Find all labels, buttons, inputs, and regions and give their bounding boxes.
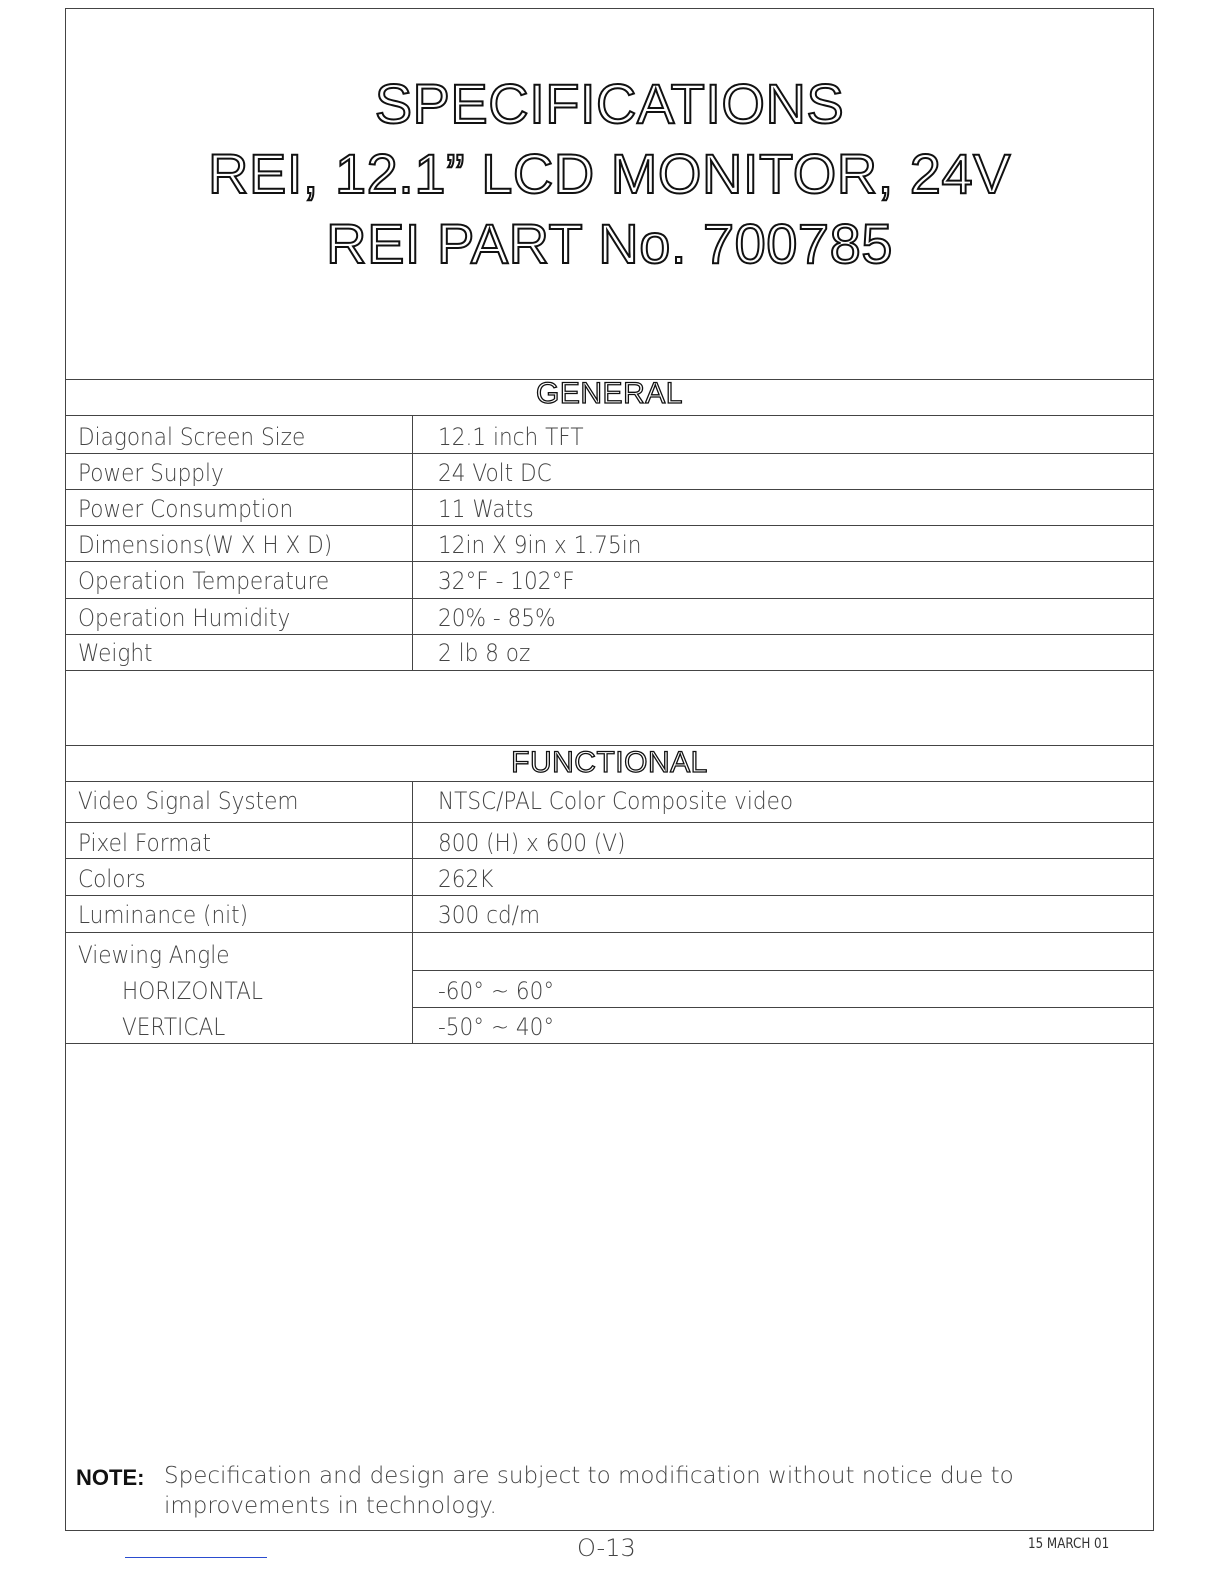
revision-date: 15 MARCH 01 (1028, 1536, 1110, 1552)
functional-row-label: Video Signal System (78, 787, 299, 815)
general-row-label: Power Supply (78, 459, 224, 487)
row-divider (66, 670, 1153, 671)
general-row-label: Operation Humidity (78, 604, 291, 632)
row-divider (66, 822, 1153, 823)
row-divider (66, 598, 1153, 599)
section-heading-functional: FUNCTIONAL (511, 746, 708, 779)
horizontal-angle-value: -60° ~ 60° (438, 977, 555, 1005)
spec-sheet-frame (65, 8, 1154, 1531)
title-specifications: SPECIFICATIONS (374, 72, 845, 135)
title-product: REI, 12.1” LCD MONITOR, 24V (208, 142, 1011, 205)
general-row-label: Power Consumption (78, 495, 294, 523)
row-divider (66, 453, 1153, 454)
general-row-value: 12in X 9in x 1.75in (438, 531, 642, 559)
row-divider (66, 525, 1153, 526)
viewing-angle-label: Viewing Angle (78, 941, 230, 969)
general-row-value: 11 Watts (438, 495, 534, 523)
row-divider (66, 895, 1153, 896)
general-row-label: Dimensions(W X H X D) (78, 531, 333, 559)
divider (66, 781, 1153, 782)
general-row-value: 24 Volt DC (438, 459, 552, 487)
general-row-value: 20% - 85% (438, 604, 556, 632)
functional-row-label: Luminance (nit) (78, 901, 249, 929)
column-divider (412, 781, 413, 1043)
general-row-label: Operation Temperature (78, 567, 330, 595)
title-block (66, 69, 1153, 279)
row-divider (66, 1043, 1153, 1044)
row-divider (66, 489, 1153, 490)
page-number: O-13 (577, 1534, 636, 1562)
note-tag: NOTE: (76, 1465, 145, 1490)
horizontal-angle-label: HORIZONTAL (122, 977, 263, 1005)
general-row-value: 12.1 inch TFT (438, 423, 584, 451)
row-divider (66, 858, 1153, 859)
title-part-number: REI PART No. 700785 (326, 212, 893, 275)
divider (66, 415, 1153, 416)
vertical-angle-value: -50° ~ 40° (438, 1013, 555, 1041)
general-row-label: Weight (78, 639, 153, 667)
general-row-value: 2 lb 8 oz (438, 639, 531, 667)
functional-row-value: 300 cd/m (438, 901, 541, 929)
section-heading-general: GENERAL (536, 377, 683, 410)
note-text: Specification and design are subject to modification without notice due to improvements in technology. (164, 1463, 1014, 1519)
link-underline[interactable] (125, 1557, 267, 1558)
vertical-angle-label: VERTICAL (122, 1013, 226, 1041)
row-divider (66, 561, 1153, 562)
row-divider (412, 1007, 1153, 1008)
row-divider (66, 932, 1153, 933)
functional-row-label: Pixel Format (78, 829, 211, 857)
functional-row-label: Colors (78, 865, 146, 893)
functional-row-value: 800 (H) x 600 (V) (438, 829, 626, 857)
functional-row-value: 262K (438, 865, 494, 893)
row-divider (412, 970, 1153, 971)
functional-row-value: NTSC/PAL Color Composite video (438, 787, 794, 815)
general-row-label: Diagonal Screen Size (78, 423, 306, 451)
general-row-value: 32°F - 102°F (438, 567, 575, 595)
row-divider (66, 634, 1153, 635)
